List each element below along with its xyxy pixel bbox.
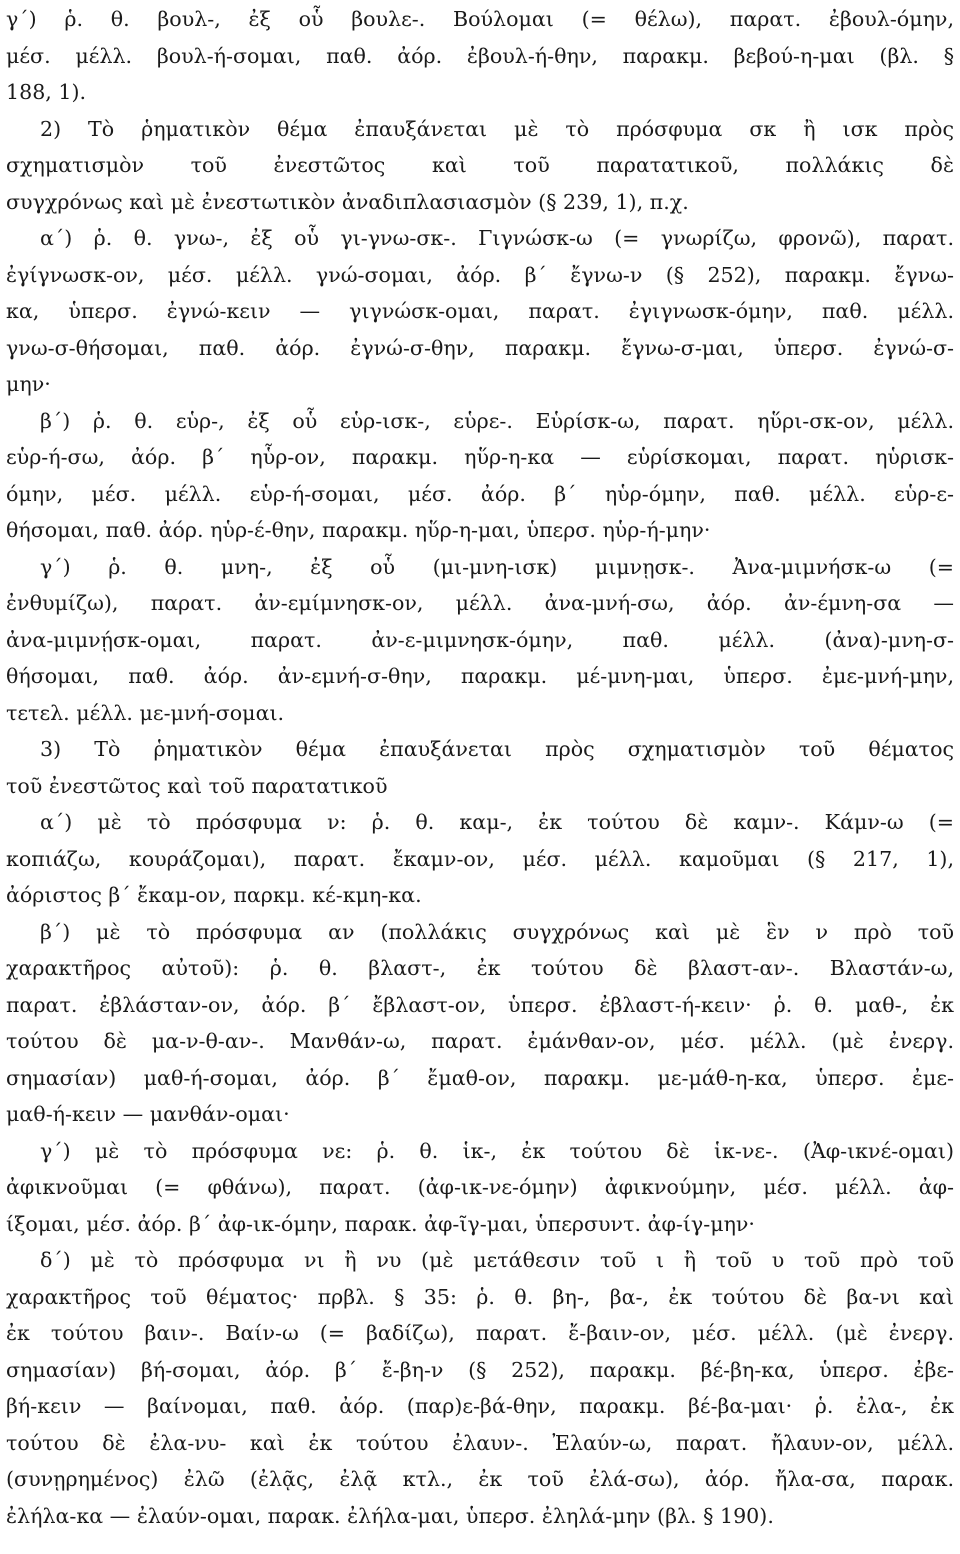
text-line: ἀφικνοῦμαι (= φθάνω), παρατ. (ἀφ-ικ-νε-όμην) ἀφικνούμην, μέσ. μέλλ. ἀφ- [6,1175,954,1199]
text-line: τούτου δὲ μα-ν-θ-αν-. Μανθάν-ω, παρατ. ἐμάνθαν-ον, μέσ. μέλλ. (μὲ ἐνεργ. [6,1029,954,1053]
text-line: τούτου δὲ ἐλα-νυ- καὶ ἐκ τούτου ἐλαυν-. Ἐλαύν-ω, παρατ. ἤλαυν-ον, μέλλ. [6,1430,954,1455]
text-line: α΄) μὲ τὸ πρόσφυμα ν: ῥ. θ. καμ-, ἐκ τούτου δὲ καμν-. Κάμν-ω (= [40,810,954,834]
text-line: δ΄) μὲ τὸ πρόσφυμα νι ἢ νυ (μὲ μετάθεσιν τοῦ ι ἢ τοῦ υ τοῦ πρὸ τοῦ [40,1248,954,1272]
text-line: κα, ὑπερσ. ἐγνώ-κειν — γιγνώσκ-ομαι, παρατ. ἐγιγνωσκ-όμην, παθ. μέλλ. [6,299,954,323]
text-line: συγχρόνως καὶ μὲ ἐνεστωτικὸν ἀναδιπλασιασμὸν (§ 239, 1), π.χ. [6,189,689,214]
text-line: χαρακτῆρος τοῦ θέματος· πρβλ. § 35: ῥ. θ. βη-, βα-, ἐκ τούτου δὲ βα-νι καὶ [6,1284,954,1309]
text-line: τετελ. μέλλ. με-μνή-σομαι. [6,700,285,725]
text-line: παρατ. ἐβλάσταν-ον, ἀόρ. β΄ ἔβλαστ-ον, ὑπερσ. ἐβλαστ-ή-κειν· ῥ. θ. μαθ-, ἐκ [6,992,954,1017]
text-line: ἀόριστος β΄ ἔκαμ-ον, παρκμ. κέ-κμη-κα. [6,883,422,907]
text-line: β΄) μὲ τὸ πρόσφυμα αν (πολλάκις συγχρόνως καὶ μὲ ἓν ν πρὸ τοῦ [40,919,954,944]
text-line: ἐκ τούτου βαιν-. Βαίν-ω (= βαδίζω), παρατ. ἔ-βαιν-ον, μέσ. μέλλ. (μὲ ἐνεργ. [6,1321,954,1345]
text-line: σχηματισμὸν τοῦ ἐνεστῶτος καὶ τοῦ παρατατικοῦ, πολλάκις δὲ [6,153,954,177]
text-line: γ΄) ῥ. θ. μνη-, ἐξ οὗ (μι-μνη-ισκ) μιμνῃσκ-. Ἀνα-μιμνήσκ-ω (= [40,554,954,579]
text-line: ἐλήλα-κα — ἐλαύν-ομαι, παρακ. ἐλήλα-μαι, ὑπερσ. ἐληλά-μην (βλ. § 190). [6,1503,774,1528]
text-line: χαρακτῆρος αὐτοῦ): ῥ. θ. βλαστ-, ἐκ τούτου δὲ βλαστ-αν-. Βλαστάν-ω, [6,956,954,980]
text-line: ἀνα-μιμνῄσκ-ομαι, παρατ. ἀν-ε-μιμνησκ-όμην, παθ. μέλλ. (ἀνα)-μνη-σ- [6,627,954,652]
text-line: εὑρ-ή-σω, ἀόρ. β΄ ηὗρ-ον, παρακμ. ηὕρ-η-κα — εὑρίσκομαι, παρατ. ηὑρισκ- [6,445,954,469]
text-line: β΄) ῥ. θ. εὑρ-, ἐξ οὗ εὑρ-ισκ-, εὑρε-. Εὑρίσκ-ω, παρατ. ηὕρι-σκ-ον, μέλλ. [40,408,954,433]
text-line: μην· [6,372,51,396]
text-line: μαθ-ή-κειν — μανθάν-ομαι· [6,1102,290,1126]
text-line: θήσομαι, παθ. ἀόρ. ηὑρ-έ-θην, παρακμ. ηὕρ-η-μαι, ὑπερσ. ηὑρ-ή-μην· [6,518,711,542]
text-line: σημασίαν) βή-σομαι, ἀόρ. β΄ ἔ-βη-ν (§ 252), παρακμ. βέ-βη-κα, ὑπερσ. ἐβε- [6,1357,954,1382]
text-line: γ΄) ῥ. θ. βουλ-, ἐξ οὗ βουλε-. Βούλομαι (= θέλω), παρατ. ἐβουλ-όμην, [6,7,954,31]
text-line: θήσομαι, παθ. ἀόρ. ἀν-εμνή-σ-θην, παρακμ. μέ-μνη-μαι, ὑπερσ. ἐμε-μνή-μην, [6,664,954,688]
text-line: γνω-σ-θήσομαι, παθ. ἀόρ. ἐγνώ-σ-θην, παρακμ. ἔγνω-σ-μαι, ὑπερσ. ἐγνώ-σ- [6,335,954,360]
text-line: 188, 1). [6,80,87,104]
text-line: 2) Τὸ ῥηματικὸν θέμα ἐπαυξάνεται μὲ τὸ πρόσφυμα σκ ἢ ισκ πρὸς [40,116,954,141]
text-line: ἐνθυμίζω), παρατ. ἀν-εμίμνησκ-ον, μέλλ. ἀνα-μνή-σω, ἀόρ. ἀν-έμνη-σα — [6,591,954,615]
text-line: ίξομαι, μέσ. ἀόρ. β΄ ἀφ-ικ-όμην, παρακ. ἀφ-ῖγ-μαι, ὑπερσυντ. ἀφ-ίγ-μην· [6,1211,755,1236]
text-line: 3) Τὸ ῥηματικὸν θέμα ἐπαυξάνεται πρὸς σχηματισμὸν τοῦ θέματος [40,737,954,761]
text-line: γ΄) μὲ τὸ πρόσφυμα νε: ῥ. θ. ἱκ-, ἐκ τούτου δὲ ἱκ-νε-. (Ἀφ-ικνέ-ομαι) [40,1138,954,1163]
text-line: σημασίαν) μαθ-ή-σομαι, ἀόρ. β΄ ἔμαθ-ον, παρακμ. με-μάθ-η-κα, ὑπερσ. ἐμε- [6,1065,954,1090]
text-line: ἐγίγνωσκ-ον, μέσ. μέλλ. γνώ-σομαι, ἀόρ. β΄ ἔγνω-ν (§ 252), παρακμ. ἔγνω- [6,262,954,287]
text-line: (συνῃρημένος) ἐλῶ (ἐλᾷς, ἐλᾷ κτλ., ἐκ τοῦ ἐλά-σω), ἀόρ. ἤλα-σα, παρακ. [6,1467,954,1491]
document-page [6,0,954,1554]
text-line: όμην, μέσ. μέλλ. εὑρ-ή-σομαι, μέσ. ἀόρ. β΄ ηὑρ-όμην, παθ. μέλλ. εὑρ-ε- [6,481,954,506]
text-line: α΄) ῥ. θ. γνω-, ἐξ οὗ γι-γνω-σκ-. Γιγνώσκ-ω (= γνωρίζω, φρονῶ), παρατ. [40,226,954,250]
text-line: βή-κειν — βαίνομαι, παθ. ἀόρ. (παρ)ε-βά-θην, παρακμ. βέ-βα-μαι· ῥ. ἐλα-, ἐκ [6,1394,954,1418]
text-line: μέσ. μέλλ. βουλ-ή-σομαι, παθ. ἀόρ. ἐβουλ-ή-θην, παρακμ. βεβού-η-μαι (βλ. § [6,43,954,68]
text-line: κοπιάζω, κουράζομαι), παρατ. ἔκαμν-ον, μέσ. μέλλ. καμοῦμαι (§ 217, 1), [6,846,954,871]
text-line: τοῦ ἐνεστῶτος καὶ τοῦ παρατατικοῦ [6,773,388,798]
